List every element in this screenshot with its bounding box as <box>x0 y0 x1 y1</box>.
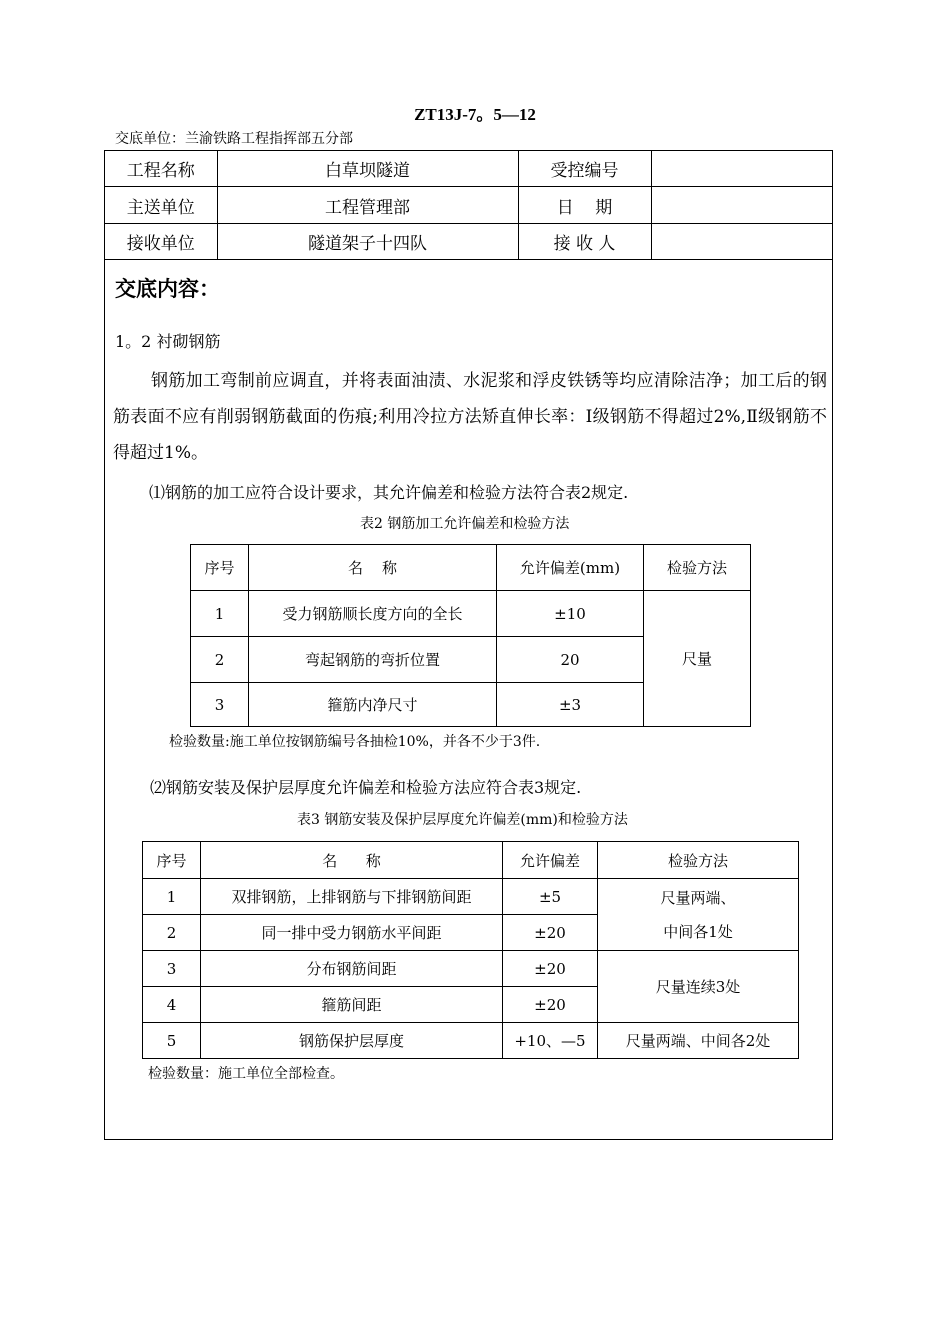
label-receiver: 接 收 人 <box>518 224 651 260</box>
table-row <box>105 187 832 224</box>
table2-header-tolerance: 允许偏差(mm) <box>497 545 644 591</box>
item-2-text: ⑵钢筋安装及保护层厚度允许偏差和检验方法应符合表3规定. <box>150 778 582 797</box>
table3-caption: 表3 钢筋安装及保护层厚度允许偏差(mm)和检验方法 <box>297 812 628 828</box>
table3-cell: ±20 <box>503 987 598 1023</box>
item-1-text: ⑴钢筋的加工应符合设计要求，其允许偏差和检验方法符合表2规定. <box>149 483 629 502</box>
table2 <box>190 544 751 727</box>
value-project-name: 白草坝隧道 <box>217 151 518 187</box>
value-date <box>651 187 832 224</box>
document-code: ZT13J-7。5—12 <box>414 105 536 124</box>
label-date: 日 期 <box>518 187 651 224</box>
table2-header-seq: 序号 <box>191 545 249 591</box>
table2-cell: 3 <box>191 683 249 727</box>
table2-cell: 2 <box>191 637 249 683</box>
table-row <box>105 151 832 187</box>
table2-cell: 20 <box>497 637 644 683</box>
table-row <box>143 842 799 879</box>
table3-method-c: 尺量两端、中间各2处 <box>598 1023 799 1059</box>
table3-header-method: 检验方法 <box>598 842 799 879</box>
table2-caption: 表2 钢筋加工允许偏差和检验方法 <box>360 516 570 532</box>
table3-cell: 5 <box>143 1023 201 1059</box>
table3-cell: ±20 <box>503 915 598 951</box>
table3-method-a <box>598 879 799 951</box>
table3-method-b: 尺量连续3处 <box>598 951 799 1023</box>
value-main-unit: 工程管理部 <box>217 187 518 224</box>
content-title: 交底内容： <box>115 277 220 301</box>
table3-cell: 箍筋间距 <box>201 987 503 1023</box>
table3-cell: +10、—5 <box>503 1023 598 1059</box>
table3-cell: 4 <box>143 987 201 1023</box>
table2-cell: ±3 <box>497 683 644 727</box>
table-row <box>105 224 832 260</box>
table3-note: 检验数量：施工单位全部检查。 <box>148 1066 344 1082</box>
section-heading: 1。2 衬砌钢筋 <box>115 332 221 351</box>
info-table <box>105 151 832 260</box>
value-control-number <box>651 151 832 187</box>
table3-header-name: 名 称 <box>201 842 503 879</box>
table3-method-a-line1: 尺量两端、 <box>660 888 736 907</box>
table3-header-tolerance: 允许偏差 <box>503 842 598 879</box>
table3-cell: ±20 <box>503 951 598 987</box>
issuing-unit: 交底单位：兰渝铁路工程指挥部五分部 <box>115 131 353 147</box>
label-receiving-unit: 接收单位 <box>105 224 217 260</box>
table3-cell: 3 <box>143 951 201 987</box>
label-main-unit: 主送单位 <box>105 187 217 224</box>
table3-cell: 分布钢筋间距 <box>201 951 503 987</box>
table-row <box>143 879 799 915</box>
table2-cell: 受力钢筋顺长度方向的全长 <box>249 591 497 637</box>
table-row <box>143 1023 799 1059</box>
table2-cell: 箍筋内净尺寸 <box>249 683 497 727</box>
table2-note: 检验数量:施工单位按钢筋编号各抽检10%，并各不少于3件. <box>169 734 541 750</box>
value-receiving-unit: 隧道架子十四队 <box>217 224 518 260</box>
table3-cell: 2 <box>143 915 201 951</box>
table3-cell: ±5 <box>503 879 598 915</box>
table2-method: 尺量 <box>644 591 751 727</box>
table3-cell: 钢筋保护层厚度 <box>201 1023 503 1059</box>
value-receiver <box>651 224 832 260</box>
table3-method-a-line2: 中间各1处 <box>663 922 733 941</box>
label-project-name: 工程名称 <box>105 151 217 187</box>
table3-cell: 同一排中受力钢筋水平间距 <box>201 915 503 951</box>
table-row <box>143 951 799 987</box>
table2-cell: 1 <box>191 591 249 637</box>
table-row <box>191 545 751 591</box>
table2-cell: 弯起钢筋的弯折位置 <box>249 637 497 683</box>
table2-header-name: 名 称 <box>249 545 497 591</box>
table3 <box>142 841 799 1059</box>
table3-cell: 1 <box>143 879 201 915</box>
label-control-number: 受控编号 <box>518 151 651 187</box>
table3-header-seq: 序号 <box>143 842 201 879</box>
table2-header-method: 检验方法 <box>644 545 751 591</box>
table-row <box>191 591 751 637</box>
document-frame <box>104 150 833 1140</box>
table3-cell: 双排钢筋，上排钢筋与下排钢筋间距 <box>201 879 503 915</box>
body-paragraph: 钢筋加工弯制前应调直，并将表面油渍、水泥浆和浮皮铁锈等均应清除洁净；加工后的钢筋表面不应有削弱钢筋截面的伤痕;利用冷拉方法矫直伸长率：Ⅰ级钢筋不得超过2%,Ⅱ级钢筋不得超过1%。 <box>113 371 827 463</box>
table2-cell: ±10 <box>497 591 644 637</box>
